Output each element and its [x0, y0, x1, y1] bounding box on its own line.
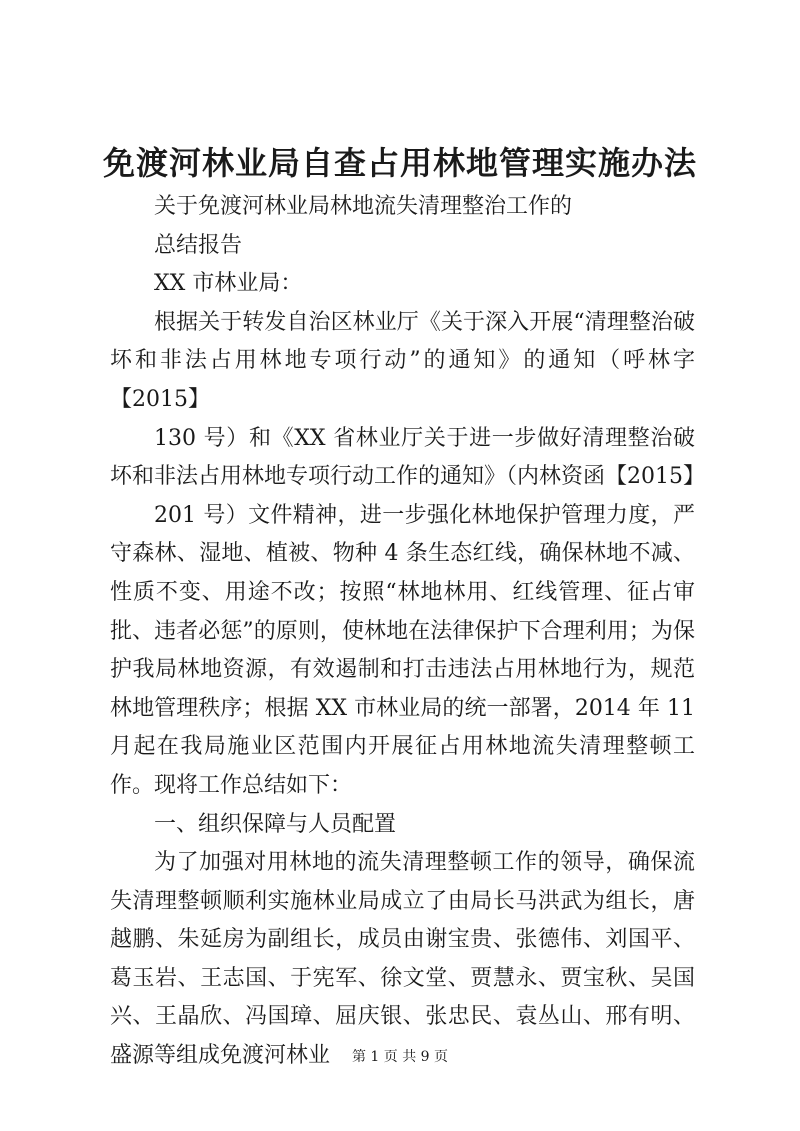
report-title-line-1: 关于免渡河林业局林地流失清理整治工作的 — [154, 194, 573, 219]
paragraph-3: 201 号）文件精神，进一步强化林地保护管理力度，严守森林、湿地、植被、物种 4 条生态红线，确保林地不减、性质不变、用途不改；按照“林地林用、红线管理、征占审批、违者必惩”的原则，使林地在法律保护下合理利用；为保护我局林地资源，有效遏制和打击违法占用林地行为，规范林地管理秩序；根据 XX 市林业局的统一部署，2014 年 11 月起在我局施业区范围内开展征占用林地流失清理整顿工作。现将工作总结如下： — [110, 502, 695, 798]
report-title-line-2: 总结报告 — [154, 232, 243, 258]
paragraph-1: 根据关于转发自治区林业厅《关于深入开展“清理整治破坏和非法占用林地专项行动”的通知》的通知（呼林字【2015】 — [110, 309, 695, 412]
paragraph-4: 为了加强对用林地的流失清理整顿工作的领导，确保流失清理整顿顺利实施林业局成立了由局长马洪武为组长，唐越鹏、朱延房为副组长，成员由谢宝贵、张德伟、刘国平、葛玉岩、王志国、于宪军、徐文堂、贾慧永、贾宝秋、吴国兴、王晶欣、冯国璋、屈庆银、张忠民、袁丛山、邢有明、盛源等组成免渡河林业 — [110, 850, 695, 1069]
salutation: XX 市林业局： — [154, 271, 303, 297]
document-title: 免渡河林业局自查占用林地管理实施办法 — [102, 144, 697, 182]
paragraph-2: 130 号）和《XX 省林业厅关于进一步做好清理整治破坏和非法占用林地专项行动工作的通知》（内林资函【2015】 — [110, 425, 705, 490]
page-number: 第 1 页 共 9 页 — [351, 1049, 449, 1065]
document-body — [110, 188, 705, 1076]
section-heading-1: 一、组织保障与人员配置 — [154, 811, 397, 837]
